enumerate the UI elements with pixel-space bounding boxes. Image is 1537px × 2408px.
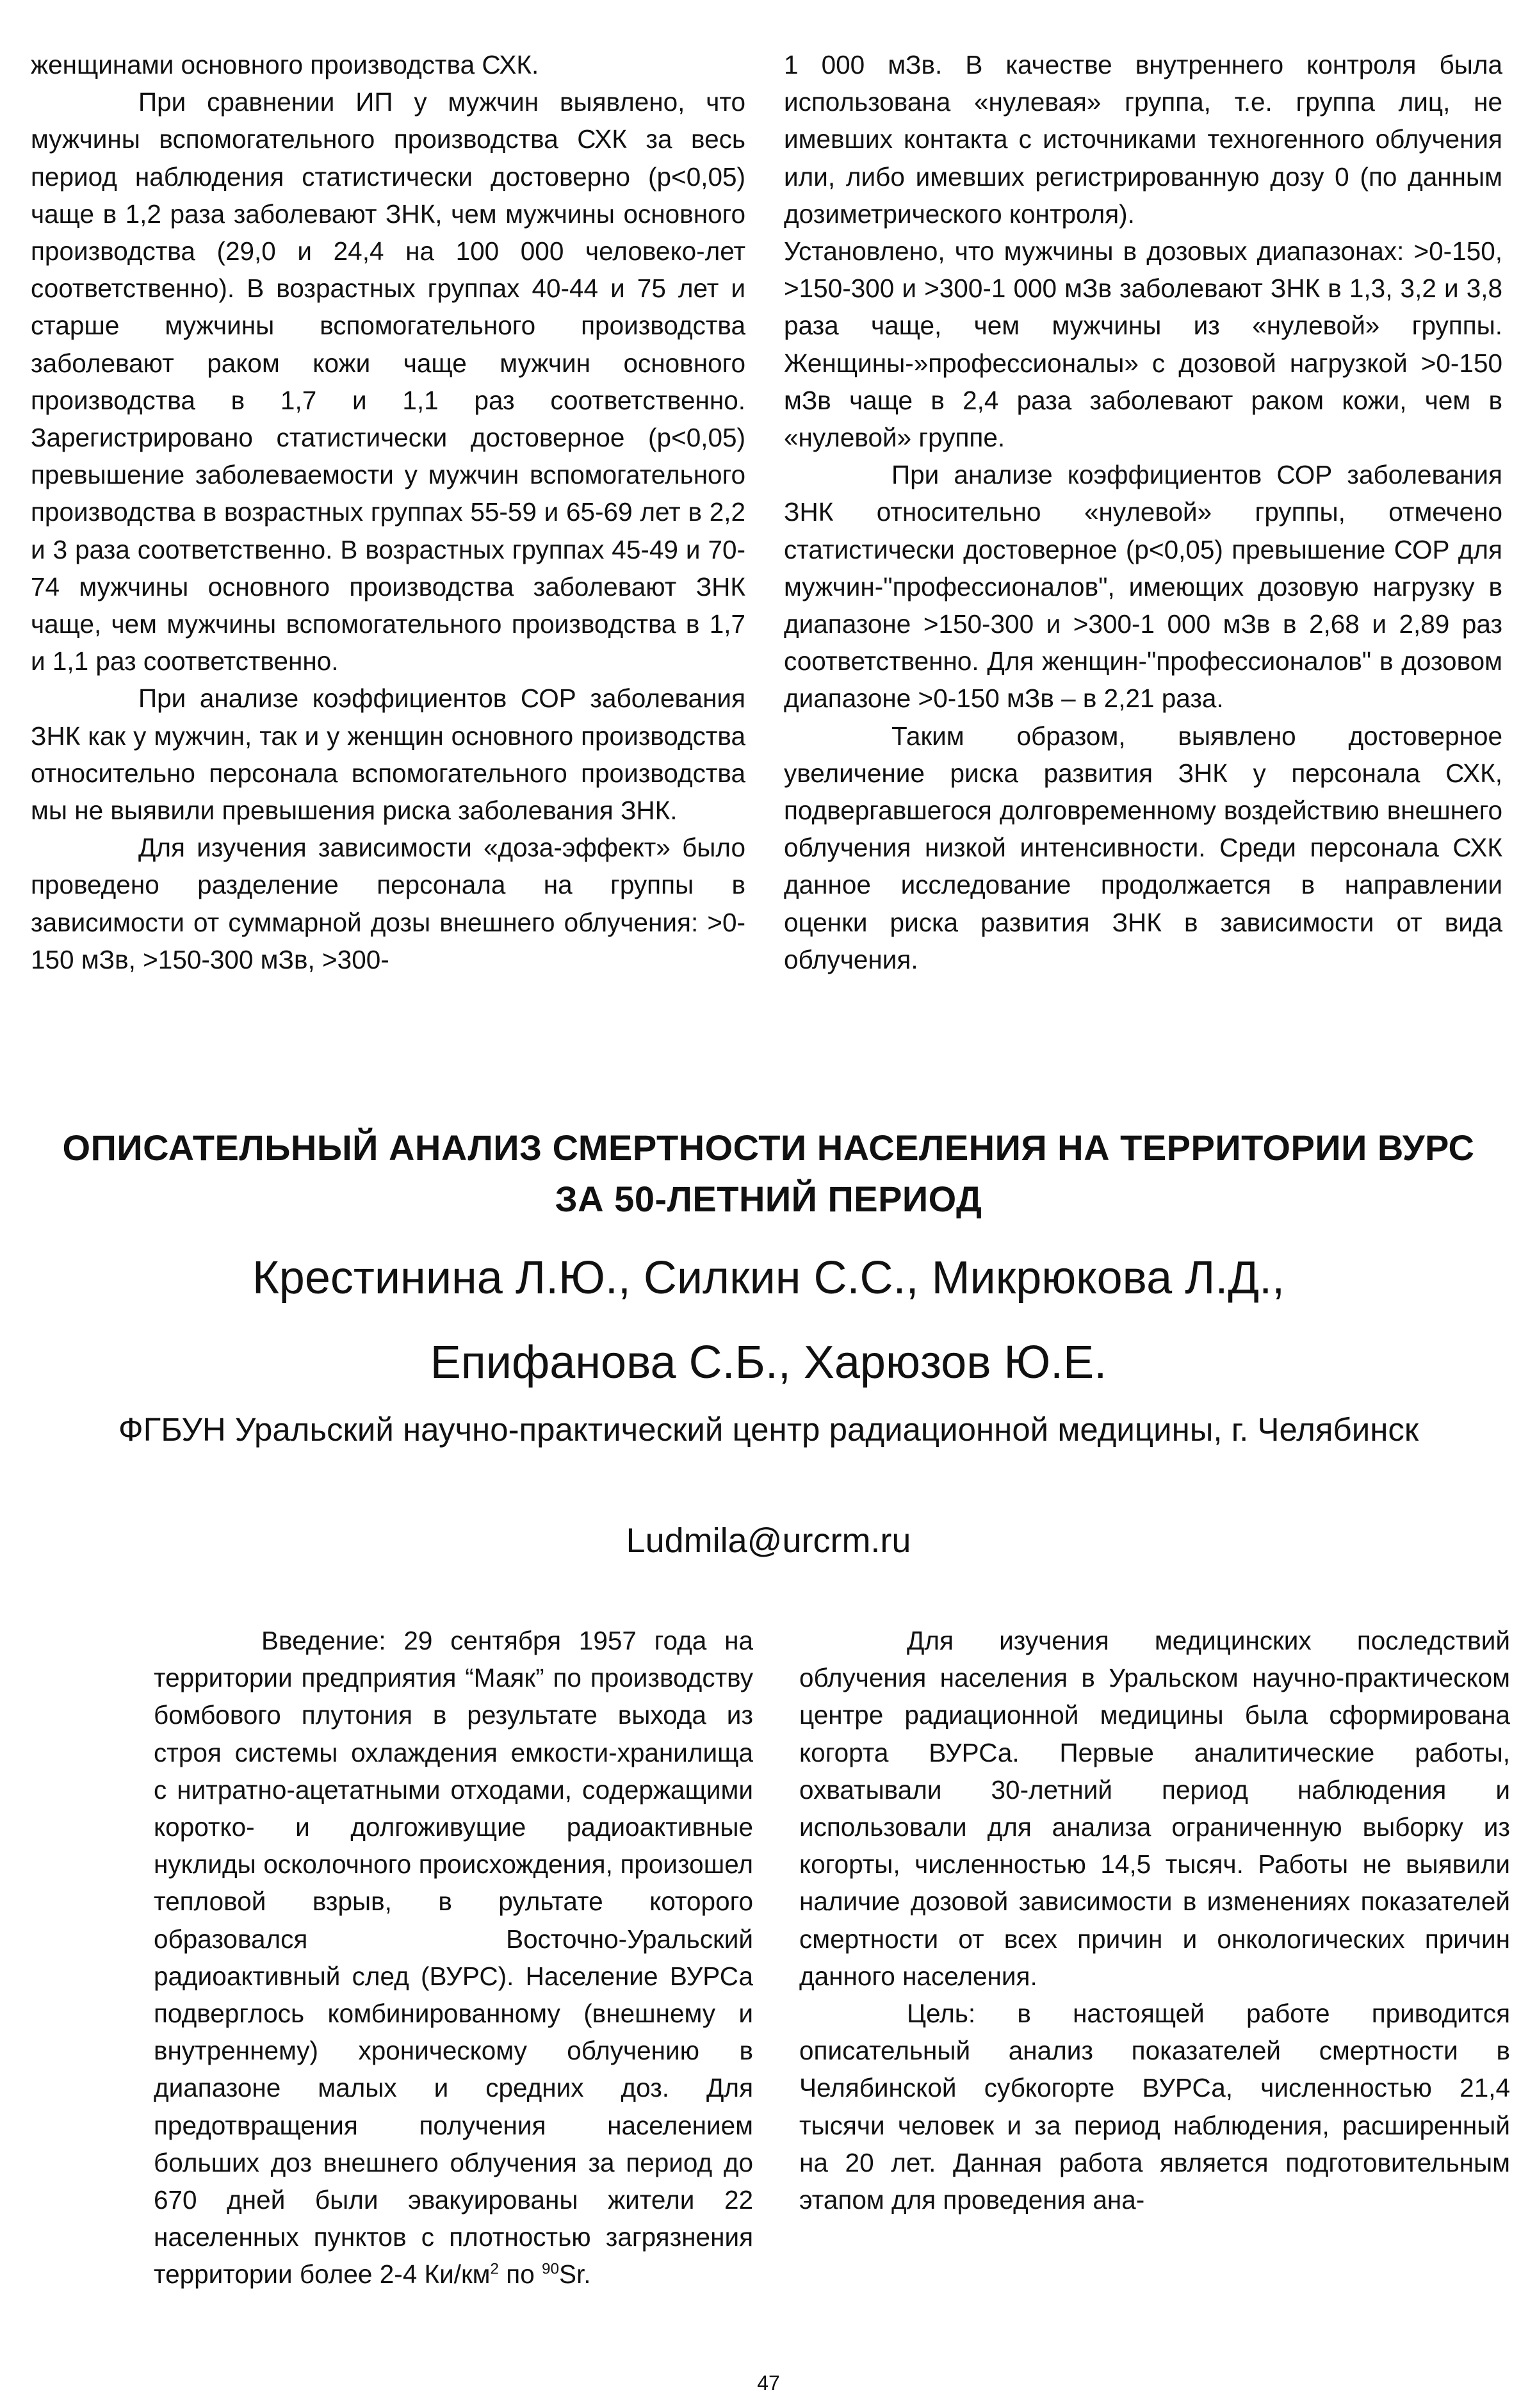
paragraph: Для изучения медицинских последствий облучения населения в Уральском научно-практическом центре радиационной медицины была сформирована когорта ВУРСа. Первые аналитические работы, охватывали 30-летний период наблюдения и использовали для анализа ограниченную выборку из когорты, численностью 14,5 тысяч. Работы не выявили наличие дозовой зависимости в изменениях показателей смертности от всех причин и онкологических причин данного населения. [799, 1626, 1510, 1991]
intro-text-end: Sr. [559, 2259, 591, 2289]
paragraph: При анализе коэффициентов СОР заболевания ЗНК как у мужчин, так и у женщин основного производства относительно персонала вспомогательного производства мы не выявили превышения риска заболевания ЗНК. [31, 684, 745, 826]
intro-text: Введение: 29 сентября 1957 года на территории предприятия “Маяк” по производству бомбового плутония в результате выхода из строя системы охлаждения емкости-хранилища с нитратно-ацетатными отходами, содержащими коротко- и долгоживущие радиоактивные нуклиды осколочного происхождения, произошел тепловой взрыв, в рультате которого образовался Восточно-Уральский радиоактивный след (ВУРС). Население ВУРСа подверглось комбинированному (внешнему и внутреннему) хроническому облучению в диапазоне малых и средних доз. Для предотвращения получения населением больших доз внешнего облучения за период до 670 дней были эвакуированы жители 22 населенных пунктов с плотностью загрязнения территории более 2-4 Ки/км [154, 1626, 753, 2289]
authors-line: Крестинина Л.Ю., Силкин С.С., Микрюкова Л.Д., [252, 1252, 1285, 1304]
superscript-area: 2 [490, 2260, 500, 2278]
bottom-right-column [799, 1622, 1510, 2218]
paragraph: Таким образом, выявлено достоверное увеличение риска развития ЗНК у персонала СХК, подвергавшегося долговременному воздействию внешнего облучения низкой интенсивности. Среди персонала СХК данное исследование продолжается в направлении оценки риска развития ЗНК в зависимости от вида облучения. [784, 721, 1502, 974]
article-title-line: ЗА 50-ЛЕТНИЙ ПЕРИОД [555, 1179, 982, 1219]
paragraph: Установлено, что мужчины в дозовых диапазонах: >0-150, >150-300 и >300-1 000 мЗв заболевают ЗНК в 1,3, 3,2 и 3,8 раза чаще, чем мужчины из «нулевой» группы. Женщины-»профессионалы» с дозовой нагрузкой >0-150 мЗв чаще в 2,4 раза заболевают раком кожи, чем в «нулевой» группе. [784, 236, 1502, 453]
article-title-line: ОПИСАТЕЛЬНЫЙ АНАЛИЗ СМЕРТНОСТИ НАСЕЛЕНИЯ НА ТЕРРИТОРИИ ВУРС [62, 1127, 1475, 1168]
page-number: 47 [757, 2371, 780, 2395]
paragraph: При сравнении ИП у мужчин выявлено, что мужчины вспомогательного производства СХК за весь период наблюдения статистически достоверно (р<0,05) чаще в 1,2 раза заболевают ЗНК, чем мужчины основного производства (29,0 и 24,4 на 100 000 человеко-лет соответственно). В возрастных группах 40-44 и 75 лет и старше мужчины вспомогательного производства заболевают раком кожи чаще мужчин основного производства в 1,7 и 1,1 раз соответственно. Зарегистрировано статистически достоверное (р<0,05) превышение заболеваемости у мужчин вспомогательного производства в возрастных группах 55-59 и 65-69 лет в 2,2 и 3 раза соответственно. В возрастных группах 45-49 и 70-74 мужчины основного производства заболевают ЗНК чаще, чем мужчины вспомогательного производства в 1,7 и 1,1 раз соответственно. [31, 87, 745, 676]
top-right-column [784, 46, 1502, 978]
intro-text-mid: по [499, 2259, 542, 2289]
paragraph: 1 000 мЗв. В качестве внутреннего контроля была использована «нулевая» группа, т.е. группа лиц, не имевших контакта с источниками техногенного облучения или, либо имевших регистрированную дозу 0 (по данным дозиметрического контроля). [784, 50, 1502, 229]
paragraph: Цель: в настоящей работе приводится описательный анализ показателей смертности в Челябинской субкогорте ВУРСа, численностью 21,4 тысячи человек и за период наблюдения, расширенный на 20 лет. Данная работа является подготовительным этапом для проведения ана- [799, 1999, 1510, 2215]
article-title [38, 1122, 1499, 1225]
author-email: Ludmila@urcrm.ru [626, 1521, 911, 1560]
affiliation: ФГБУН Уральский научно-практический центр радиационной медицины, г. Челябинск [118, 1411, 1419, 1448]
paragraph: При анализе коэффициентов СОР заболевания ЗНК относительно «нулевой» группы, отмечено статистически достоверное (р<0,05) превышение СОР для мужчин-"профессионалов", имеющих дозовую нагрузку в диапазоне >150-300 и >300-1 000 мЗв в 2,68 и 2,89 раз соответственно. Для женщин-"профессионалов" в дозовом диапазоне >0-150 мЗв – в 2,21 раза. [784, 460, 1502, 714]
bottom-left-column [154, 1622, 753, 2293]
top-left-column [31, 46, 745, 978]
authors-line: Епифанова С.Б., Харюзов Ю.Е. [430, 1337, 1107, 1388]
paragraph: Для изучения зависимости «доза-эффект» было проведено разделение персонала на группы в зависимости от суммарной дозы внешнего облучения: >0-150 мЗв, >150-300 мЗв, >300- [31, 833, 745, 974]
paragraph [154, 1622, 753, 2293]
paragraph: женщинами основного производства СХК. [31, 50, 539, 79]
superscript-isotope: 90 [542, 2260, 560, 2278]
